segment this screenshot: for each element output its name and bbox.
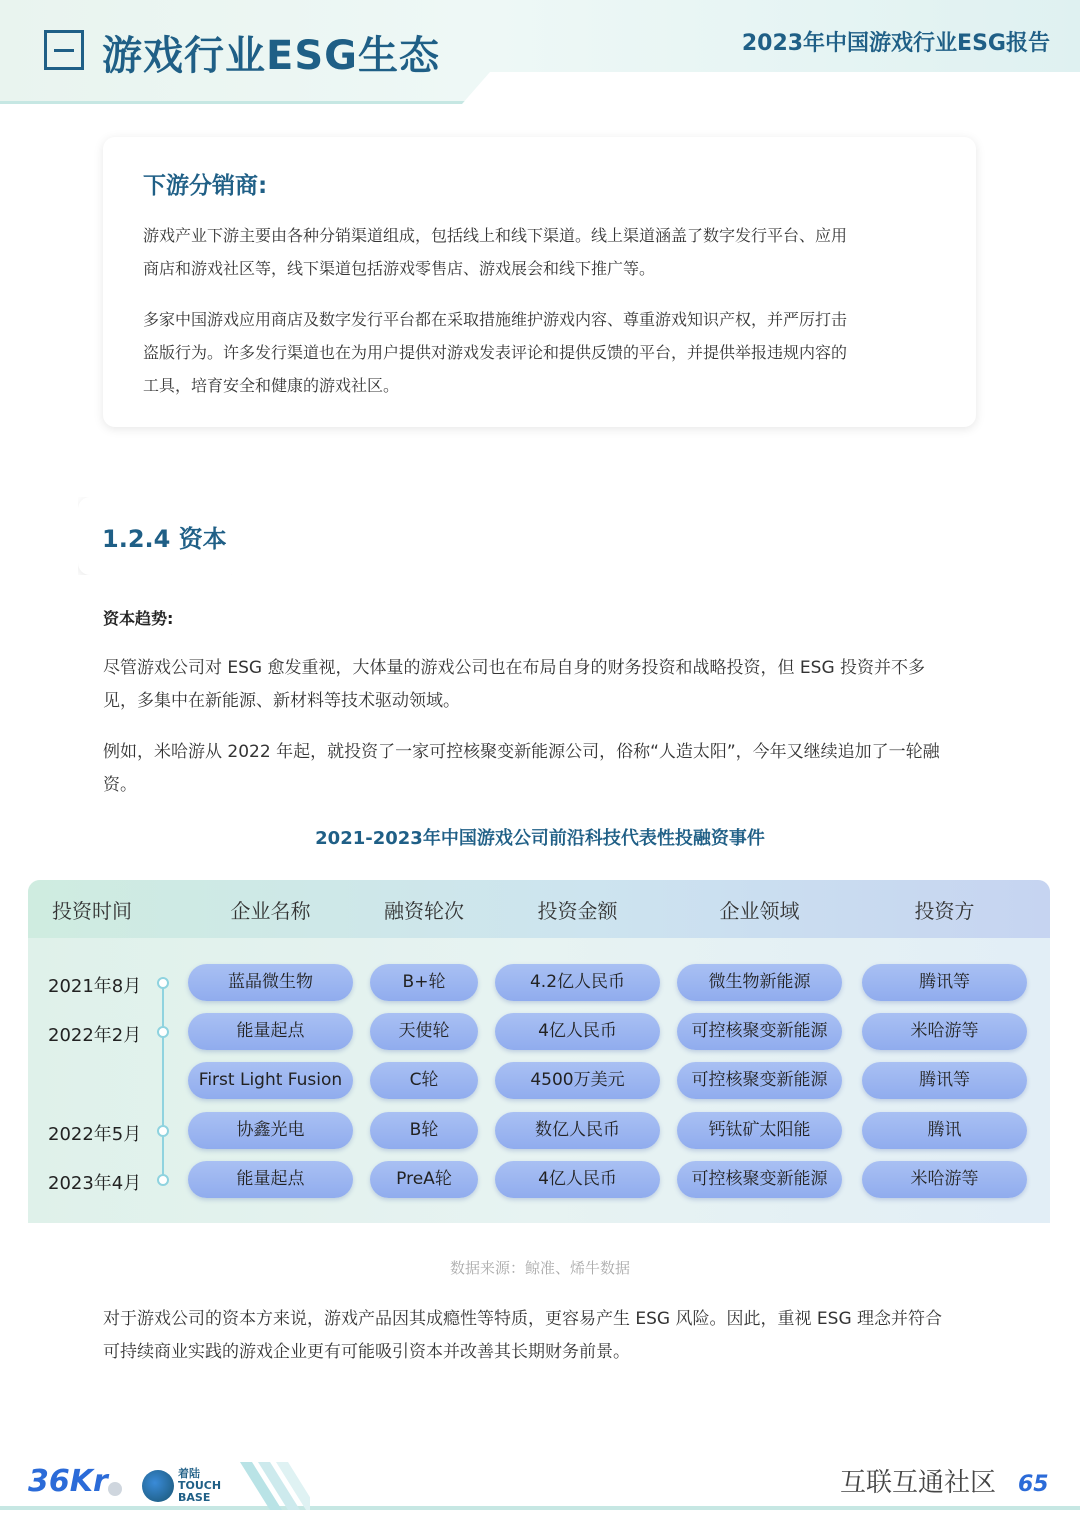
cell-round: B轮 xyxy=(370,1112,478,1149)
card-p2-line1: 多家中国游戏应用商店及数字发行平台都在采取措施维护游戏内容、尊重游戏知识产权，并严厉打击 xyxy=(143,310,848,329)
cell-field: 微生物新能源 xyxy=(677,964,842,1001)
cell-company: 协鑫光电 xyxy=(188,1112,353,1149)
header-round: 融资轮次 xyxy=(384,899,464,923)
row-date: 2021年8月 xyxy=(48,976,142,997)
page-number: 65 xyxy=(1018,1472,1049,1497)
footer-stripes xyxy=(230,1462,310,1510)
para2-line2: 资。 xyxy=(103,775,137,795)
table-title: 2021-2023年中国游戏公司前沿科技代表性投融资事件 xyxy=(315,828,765,849)
cell-field: 可控核聚变新能源 xyxy=(677,1161,842,1198)
cell-amount: 4500万美元 xyxy=(495,1062,660,1099)
cell-company: 能量起点 xyxy=(188,1013,353,1050)
cell-round: C轮 xyxy=(370,1062,478,1099)
card-p2-line2: 盗版行为。许多发行渠道也在为用户提供对游戏发表评论和提供反馈的平台，并提供举报违规内容的 xyxy=(143,343,848,362)
row-date: 2023年4月 xyxy=(48,1173,142,1194)
distributor-card xyxy=(103,137,976,427)
cell-company: 蓝晶微生物 xyxy=(188,964,353,1001)
timeline-line xyxy=(162,984,164,1182)
header-amount: 投资金额 xyxy=(537,899,618,923)
card-p2-line3: 工具，培育安全和健康的游戏社区。 xyxy=(143,376,400,395)
paragraph-example xyxy=(103,736,983,802)
timeline-dot xyxy=(157,1174,169,1186)
para1-line2: 见，多集中在新能源、新材料等技术驱动领域。 xyxy=(103,691,460,711)
cell-amount: 4亿人民币 xyxy=(495,1013,660,1050)
touchbase-cn: 着陆 xyxy=(178,1467,200,1480)
timeline-dot xyxy=(157,1026,169,1038)
cell-investor: 腾讯等 xyxy=(862,964,1027,1001)
cell-field: 钙钛矿太阳能 xyxy=(677,1112,842,1149)
para2-line1: 例如，米哈游从 2022 年起，就投资了一家可控核聚变新能源公司，俗称“人造太阳”，今年又继续追加了一轮融 xyxy=(103,742,940,762)
cell-investor: 米哈游等 xyxy=(862,1161,1027,1198)
closing-line2: 可持续商业实践的游戏企业更有可能吸引资本并改善其长期财务前景。 xyxy=(103,1342,630,1362)
chapter-title: 游戏行业ESG生态 xyxy=(102,33,440,79)
cell-field: 可控核聚变新能源 xyxy=(677,1062,842,1099)
cell-field: 可控核聚变新能源 xyxy=(677,1013,842,1050)
card-p1-line1: 游戏产业下游主要由各种分销渠道组成，包括线上和线下渠道。线上渠道涵盖了数字发行平台、应用 xyxy=(143,226,848,245)
table-header xyxy=(28,880,1050,938)
header-investor: 投资方 xyxy=(914,899,975,923)
investment-table xyxy=(28,880,1050,1223)
row-date: 2022年5月 xyxy=(48,1124,142,1145)
cell-company: First Light Fusion xyxy=(188,1062,353,1099)
wechat-watermark: 互联互通社区 xyxy=(840,1468,997,1498)
touchbase-en1: TOUCH xyxy=(178,1479,222,1492)
card-paragraph-1 xyxy=(143,219,943,285)
cell-amount: 数亿人民币 xyxy=(495,1112,660,1149)
section-title: 1.2.4 资本 xyxy=(102,525,227,553)
header-company: 企业名称 xyxy=(230,899,311,923)
logo-separator-dot xyxy=(108,1482,122,1496)
cell-investor: 腾讯 xyxy=(862,1112,1027,1149)
card-heading: 下游分销商: xyxy=(143,173,268,199)
report-title: 2023年中国游戏行业ESG报告 xyxy=(741,31,1050,56)
touchbase-en2: BASE xyxy=(178,1491,211,1504)
chapter-number-mark xyxy=(54,49,74,52)
cell-investor: 米哈游等 xyxy=(862,1013,1027,1050)
chapter-number-box xyxy=(44,30,84,70)
closing-line1: 对于游戏公司的资本方来说，游戏产品因其成瘾性等特质，更容易产生 ESG 风险。因此，重视 ESG 理念并符合 xyxy=(103,1309,943,1329)
timeline-dot xyxy=(157,1125,169,1137)
timeline-dot xyxy=(157,977,169,989)
cell-amount: 4.2亿人民币 xyxy=(495,964,660,1001)
card-paragraph-2 xyxy=(143,303,943,402)
cell-round: 天使轮 xyxy=(370,1013,478,1050)
closing-paragraph xyxy=(103,1303,983,1369)
data-source: 数据来源：鲸准、烯牛数据 xyxy=(449,1259,630,1277)
cell-round: B+轮 xyxy=(370,964,478,1001)
cell-company: 能量起点 xyxy=(188,1161,353,1198)
header-field: 企业领域 xyxy=(719,899,800,923)
header-date: 投资时间 xyxy=(52,899,132,923)
touchbase-logo-icon xyxy=(142,1470,174,1502)
touchbase-logo-text xyxy=(178,1468,221,1504)
row-date: 2022年2月 xyxy=(48,1025,142,1046)
footer-bar xyxy=(0,1506,1080,1510)
cell-round: PreA轮 xyxy=(370,1161,478,1198)
page-footer xyxy=(0,1462,1080,1526)
cell-investor: 腾讯等 xyxy=(862,1062,1027,1099)
paragraph-capital-trend xyxy=(103,652,983,718)
36kr-logo: 36Kr xyxy=(28,1464,108,1499)
card-p1-line2: 商店和游戏社区等，线下渠道包括游戏零售店、游戏展会和线下推广等。 xyxy=(143,259,656,278)
cell-amount: 4亿人民币 xyxy=(495,1161,660,1198)
subheading: 资本趋势: xyxy=(103,609,174,628)
para1-line1: 尽管游戏公司对 ESG 愈发重视，大体量的游戏公司也在布局自身的财务投资和战略投资，但 ESG 投资并不多 xyxy=(103,658,926,678)
